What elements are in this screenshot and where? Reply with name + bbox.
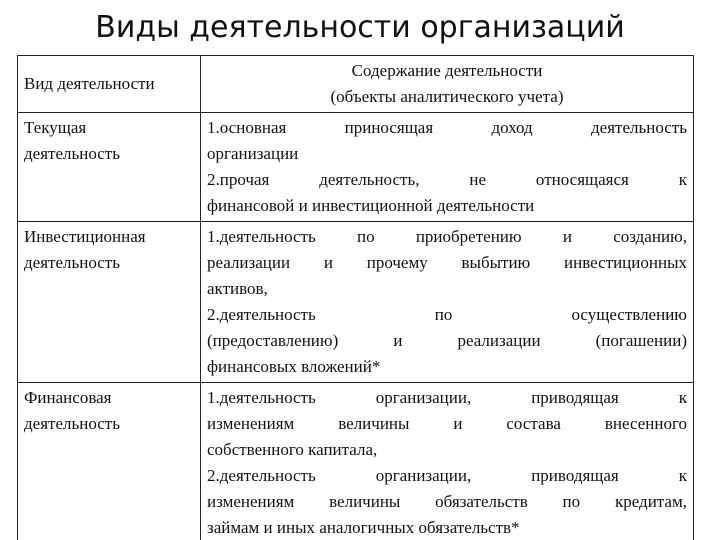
content-line: 2.деятельность по осуществлению (207, 305, 687, 324)
activity-type-line1: Инвестиционная (24, 227, 146, 246)
activity-type-line1: Текущая (24, 118, 87, 137)
content-line: 1.основная приносящая доход деятельность (207, 118, 687, 137)
table-row-financing (18, 383, 694, 540)
content-line: 2.прочая деятельность, не относящаяся к (207, 170, 687, 189)
content-line: реализации и прочему выбытию инвестиционных (207, 253, 687, 272)
activity-content-cell (201, 222, 694, 383)
activity-type-line2: деятельность (24, 144, 120, 163)
activity-content-cell (201, 383, 694, 540)
activity-type-line2: деятельность (24, 414, 120, 433)
header-content-line2: (объекты аналитического учета) (330, 87, 564, 106)
table-row-investing (18, 222, 694, 383)
content-line: финансовой и инвестиционной деятельности (207, 196, 535, 215)
activity-type-cell (18, 113, 201, 222)
content-line: собственного капитала, (207, 440, 378, 459)
content-line: активов, (207, 279, 268, 298)
content-line: 1.деятельность по приобретению и созданию, (207, 227, 687, 246)
content-line: 1.деятельность организации, приводящая к (207, 388, 687, 407)
content-line: изменениям величины и состава внесенного (207, 414, 687, 433)
content-line: 2.деятельность организации, приводящая к (207, 466, 687, 485)
activity-type-cell (18, 383, 201, 540)
content-line: (предоставлению) и реализации (погашении) (207, 331, 687, 350)
table-header-row (18, 56, 694, 113)
header-activity-type (18, 56, 201, 113)
header-content-line1: Содержание деятельности (351, 61, 543, 80)
activity-type-line1: Финансовая (24, 388, 112, 407)
content-line: займам и иных аналогичных обязательств* (207, 518, 520, 537)
header-activity-content (201, 56, 694, 113)
page-title: Виды деятельности организаций (95, 10, 625, 45)
content-line: финансовых вложений* (207, 357, 381, 376)
content-line: организации (207, 144, 299, 163)
table-row-operating (18, 113, 694, 222)
activity-type-cell (18, 222, 201, 383)
activity-content-cell (201, 113, 694, 222)
header-activity-type-label: Вид деятельности (24, 74, 155, 93)
content-line: изменениям величины обязательств по кредитам, (207, 492, 687, 511)
activity-type-line2: деятельность (24, 253, 120, 272)
activity-table (17, 55, 694, 540)
